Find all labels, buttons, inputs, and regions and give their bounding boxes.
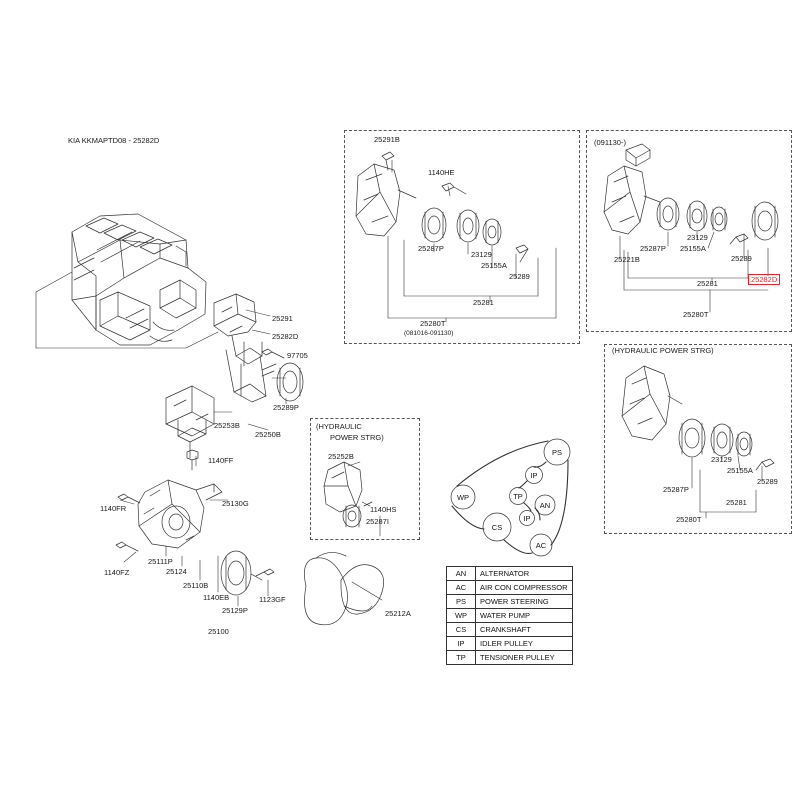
legend-code: TP xyxy=(447,651,476,665)
bolt-97705-art xyxy=(262,349,284,358)
legend-row xyxy=(447,637,573,651)
callout-25287P-left: 25287P xyxy=(418,244,444,253)
legend-code: PS xyxy=(447,595,476,609)
callout-25281-right: 25281 xyxy=(726,498,747,507)
bracket-25253B-art xyxy=(166,386,214,458)
callout-1140HS: 1140HS xyxy=(370,505,397,514)
belt-routing-codes xyxy=(457,448,562,550)
svg-text:WP: WP xyxy=(456,493,470,502)
legend-row xyxy=(447,609,573,623)
callout-25280T-right: 25280T xyxy=(676,515,702,524)
section-box-091130 xyxy=(586,130,792,332)
callout-25289P: 25289P xyxy=(273,403,299,412)
callout-1140EB: 1140EB xyxy=(203,593,230,602)
pulley-97705-art xyxy=(262,363,303,401)
callout-1140HE: 1140HE xyxy=(428,168,455,177)
engine-block-art xyxy=(72,214,206,345)
legend-desc: WATER PUMP xyxy=(476,609,573,623)
callout-25130G: 25130G xyxy=(222,499,249,508)
callout-hydraulic-left-header1: (HYDRAULIC xyxy=(316,422,362,431)
legend-code: WP xyxy=(447,609,476,623)
callout-25100: 25100 xyxy=(208,627,229,636)
legend-row xyxy=(447,567,573,581)
callout-25281-top: 25281 xyxy=(697,279,718,288)
section-box-tensioner-left xyxy=(344,130,580,344)
water-pump-art xyxy=(116,480,274,595)
callout-25280T-top: 25280T xyxy=(683,310,709,319)
callout-1140FZ: 1140FZ xyxy=(104,568,130,577)
legend-row xyxy=(447,581,573,595)
legend-desc: POWER STEERING xyxy=(476,595,573,609)
callout-25111P: 25111P xyxy=(148,557,173,566)
legend-code: AC xyxy=(447,581,476,595)
svg-text:CS: CS xyxy=(491,523,503,532)
svg-text:IP: IP xyxy=(523,514,531,523)
callout-25291: 25291 xyxy=(272,314,293,323)
belt-25212A-art xyxy=(304,552,383,624)
callout-25287P-right: 25287P xyxy=(663,485,689,494)
legend-desc: TENSIONER PULLEY xyxy=(476,651,573,665)
callout-25124: 25124 xyxy=(166,567,187,576)
callout-25287I: 25287I xyxy=(366,517,389,526)
svg-text:AC: AC xyxy=(535,541,547,550)
callout-25252B: 25252B xyxy=(328,452,354,461)
bolt-1140FF-art xyxy=(187,450,198,470)
callout-25221B: 25221B xyxy=(614,255,640,264)
callout-25280T-left-range: (081016-091130) xyxy=(404,330,454,337)
svg-text:IP: IP xyxy=(530,471,538,480)
legend-desc: ALTERNATOR xyxy=(476,567,573,581)
legend-code: AN xyxy=(447,567,476,581)
callout-23129-left: 23129 xyxy=(471,250,492,259)
callout-hydraulic-left-header2: POWER STRG) xyxy=(330,433,384,442)
callout-1140FR: 1140FR xyxy=(100,504,127,513)
svg-text:AN: AN xyxy=(539,501,551,510)
callout-25287P-top: 25287P xyxy=(640,244,666,253)
callout-25291B: 25291B xyxy=(374,135,400,144)
callout-25155A-left: 25155A xyxy=(481,261,507,270)
legend-code: IP xyxy=(447,637,476,651)
callout-25110B: 25110B xyxy=(183,581,209,590)
callout-25289-top: 25289 xyxy=(731,254,752,263)
callout-hydraulic-right-header: (HYDRAULIC POWER STRG) xyxy=(612,346,714,355)
callout-1140FF: 1140FF xyxy=(208,456,234,465)
highlighted-part-25282D[interactable]: 25282D xyxy=(748,274,780,285)
callout-23129-top: 23129 xyxy=(687,233,708,242)
callout-25289-right: 25289 xyxy=(757,477,778,486)
legend-table xyxy=(446,566,573,665)
diagram-header: KIA KKMAPTD08 - 25282D xyxy=(68,136,160,145)
legend-desc: CRANKSHAFT xyxy=(476,623,573,637)
callout-25155A-right: 25155A xyxy=(727,466,753,475)
callout-25212A: 25212A xyxy=(385,609,411,618)
legend-desc: AIR CON COMPRESSOR xyxy=(476,581,573,595)
callout-23129-right: 23129 xyxy=(711,455,732,464)
callout-25281-left: 25281 xyxy=(473,298,494,307)
callout-25253B: 25253B xyxy=(214,421,240,430)
callout-25280T-left: 25280T xyxy=(420,319,446,328)
callout-25129P: 25129P xyxy=(222,606,248,615)
callout-25250B: 25250B xyxy=(255,430,281,439)
callout-1123GF: 1123GF xyxy=(259,595,286,604)
section-box-hydraulic-right xyxy=(604,344,792,534)
callout-97705: 97705 xyxy=(287,351,308,360)
callout-25289-left: 25289 xyxy=(509,272,530,281)
legend-row xyxy=(447,623,573,637)
svg-text:PS: PS xyxy=(551,448,563,457)
legend-row xyxy=(447,651,573,665)
legend-row xyxy=(447,595,573,609)
legend-desc: IDLER PULLEY xyxy=(476,637,573,651)
callout-091130-header: (091130-) xyxy=(594,138,626,147)
svg-text:TP: TP xyxy=(513,492,523,501)
bracket-25291-art xyxy=(214,294,266,402)
callout-25155A-top: 25155A xyxy=(680,244,706,253)
legend-code: CS xyxy=(447,623,476,637)
callout-25282D-main: 25282D xyxy=(272,332,299,341)
